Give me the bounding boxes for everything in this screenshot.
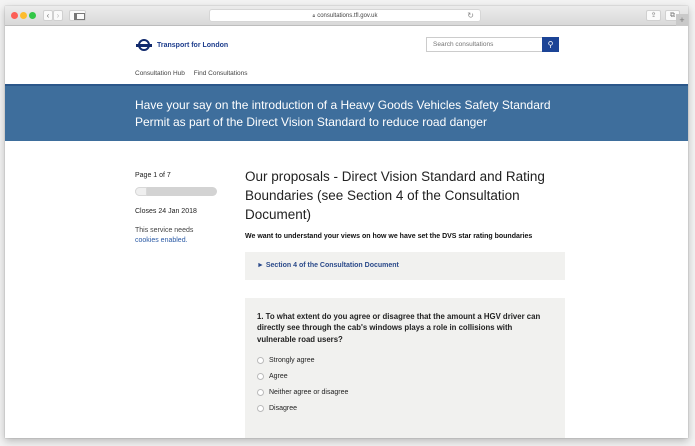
- web-page: [5, 27, 688, 438]
- cookie-text: This service needs: [135, 227, 194, 234]
- section-4-expander[interactable]: ► Section 4 of the Consultation Document: [245, 252, 565, 280]
- radio-button[interactable]: [257, 389, 264, 396]
- consultation-banner: [5, 84, 688, 141]
- radio-button[interactable]: [257, 357, 264, 364]
- maximize-window-button[interactable]: [29, 12, 36, 19]
- site-header: [5, 27, 688, 65]
- forward-button[interactable]: ›: [53, 10, 63, 21]
- browser-toolbar: [5, 6, 688, 26]
- cookies-link[interactable]: cookies enabled.: [135, 237, 188, 244]
- tabs-overview-icon[interactable]: ⧉: [665, 10, 680, 21]
- option-disagree[interactable]: [257, 400, 553, 416]
- option-strongly-agree[interactable]: [257, 352, 553, 368]
- answer-options: [257, 352, 553, 416]
- reload-icon[interactable]: ↻: [467, 11, 474, 20]
- consultation-title: Have your say on the introduction of a Heavy Goods Vehicles Safety Standard Permit as part of the Direct Vision Standard to reduce road danger: [135, 98, 551, 129]
- question-text: 1. To what extent do you agree or disagree that the amount a HGV driver can directly see through the cab's windows plays a role in collisions with vulnerable road users?: [257, 311, 541, 344]
- search-form: [426, 37, 559, 52]
- back-button[interactable]: ‹: [43, 10, 53, 21]
- roundel-icon: [136, 39, 152, 51]
- minimize-window-button[interactable]: [20, 12, 27, 19]
- search-input[interactable]: [426, 37, 542, 52]
- logo-text: Transport for London: [157, 41, 229, 49]
- option-label: Disagree: [269, 404, 298, 412]
- nav-find-consultations[interactable]: Find Consultations: [193, 70, 248, 77]
- progress-sidebar: [135, 172, 225, 246]
- page-count: Page 1 of 7: [135, 172, 171, 179]
- tfl-logo[interactable]: [136, 39, 228, 51]
- nav-consultation-hub[interactable]: Consultation Hub: [135, 70, 185, 77]
- cookie-notice: [135, 226, 225, 246]
- search-button[interactable]: [542, 37, 559, 52]
- radio-button[interactable]: [257, 373, 264, 380]
- main-content: [245, 167, 565, 438]
- progress-bar: [135, 187, 217, 196]
- browser-window: [5, 6, 688, 438]
- option-label: Strongly agree: [269, 356, 315, 364]
- close-window-button[interactable]: [11, 12, 18, 19]
- new-tab-button[interactable]: +: [676, 14, 688, 26]
- search-icon: ⚲: [547, 40, 554, 49]
- page-title: Our proposals - Direct Vision Standard and Rating Boundaries (see Section 4 of the Consultation Document): [245, 169, 545, 222]
- sub-navigation: [135, 70, 255, 77]
- option-agree[interactable]: [257, 368, 553, 384]
- closing-date: Closes 24 Jan 2018: [135, 208, 197, 215]
- sidebar-toggle-icon[interactable]: [69, 10, 86, 21]
- share-icon[interactable]: ⇪: [646, 10, 661, 21]
- option-label: Neither agree or disagree: [269, 388, 349, 396]
- option-neither[interactable]: [257, 384, 553, 400]
- intro-text: We want to understand your views on how we have set the DVS star rating boundaries: [245, 233, 533, 240]
- radio-button[interactable]: [257, 405, 264, 412]
- option-label: Agree: [269, 372, 288, 380]
- address-bar[interactable]: [209, 9, 481, 22]
- progress-fill: [135, 187, 147, 196]
- url-text: consultations.tfl.gov.uk: [317, 13, 378, 19]
- question-panel: [245, 298, 565, 439]
- lock-icon: 🔒︎: [312, 13, 316, 19]
